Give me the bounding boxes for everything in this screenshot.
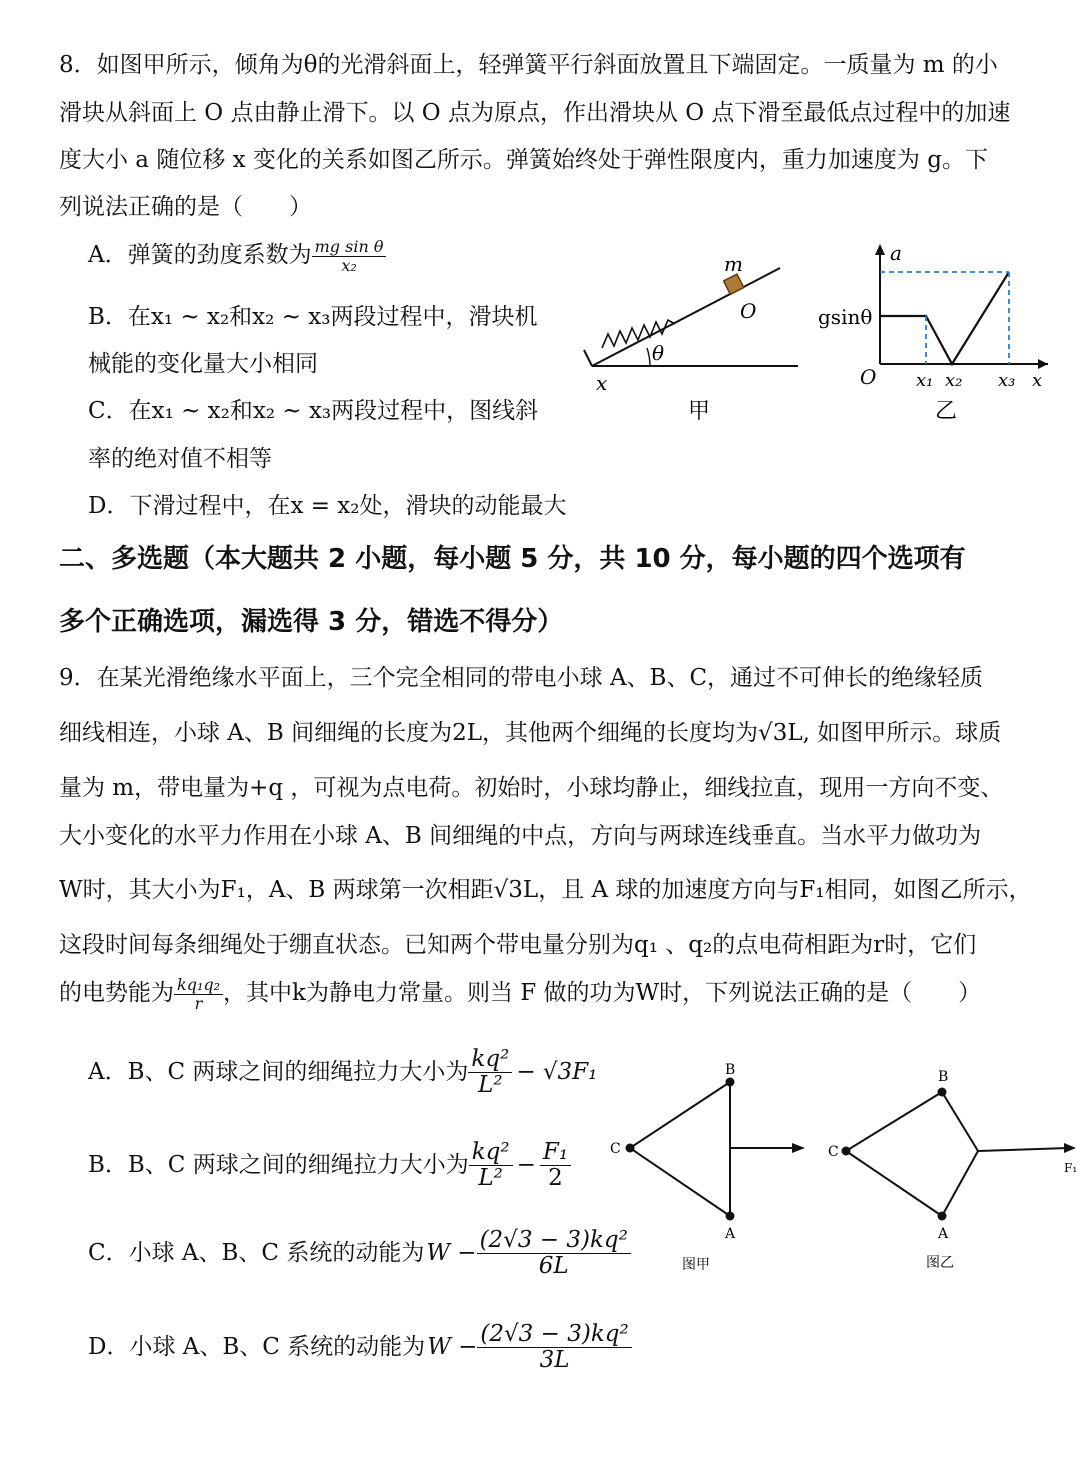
q9-option-b-fraction-1 — [469, 1140, 513, 1192]
q8-line-2: 滑块从斜面上 O 点由静止滑下。以 O 点为原点，作出滑块从 O 点下滑至最低点过程中的加速 — [59, 100, 1011, 126]
frac-num: kq₁q₂ — [174, 976, 223, 995]
q8-figure-jia — [580, 240, 810, 430]
label-c: C — [610, 1141, 621, 1157]
frac-den: r — [194, 993, 203, 1013]
q9-option-b — [88, 1140, 571, 1192]
force-arrow-head — [1064, 1143, 1076, 1153]
q9-option-d-fraction — [477, 1322, 631, 1374]
potential-energy-fraction — [174, 976, 223, 1012]
rope-cb — [630, 1082, 730, 1148]
label-origin: O — [860, 365, 877, 389]
x-axis-arrow — [1038, 359, 1048, 369]
graph-line — [880, 272, 1009, 364]
q8-figure-yi — [812, 238, 1052, 433]
label-b: B — [725, 1062, 736, 1078]
spring — [602, 320, 675, 348]
label-o: O — [740, 299, 757, 323]
label-x-axis: x — [1032, 370, 1043, 391]
rope-ca — [846, 1151, 942, 1216]
q9-option-d — [88, 1322, 632, 1374]
wall-line — [584, 350, 592, 366]
q9-line-2: 细线相连，小球 A、B 间细绳的长度为2L，其他两个细绳的长度均为√3L, 如图甲所示。球质 — [59, 720, 1002, 746]
q9-line-6: 这段时间每条细绳处于绷直状态。已知两个带电量分别为q₁ 、q₂的点电荷相距为r时，它们 — [59, 932, 977, 958]
q8-option-d-placeholder: 率的绝对值不相等 — [88, 446, 272, 472]
caption-yi: 图乙 — [926, 1255, 954, 1271]
q9-option-b-fraction-2 — [540, 1140, 571, 1192]
q9-option-a-tail: − √3F₁ — [516, 1058, 598, 1085]
frac-num: kq² — [469, 1140, 513, 1166]
frac-den: x₂ — [341, 255, 357, 275]
frac-num: (2√3 − 3)kq² — [477, 1322, 631, 1348]
force-arrow-shaft — [978, 1148, 1068, 1151]
q9-option-c — [88, 1228, 631, 1280]
label-x1: x₁ — [916, 370, 934, 391]
slider-block — [724, 274, 744, 294]
label-gsin: gsinθ — [818, 305, 873, 329]
angle-arc — [647, 348, 650, 366]
q8-option-b-line-1: B．在x₁ ~ x₂和x₂ ~ x₃两段过程中，滑块机 — [88, 304, 538, 330]
frac-num: F₁ — [540, 1140, 571, 1166]
caption-jia: 图甲 — [682, 1257, 710, 1273]
rope-cb — [846, 1092, 942, 1151]
q9-line-1: 9．在某光滑绝缘水平面上，三个完全相同的带电小球 A、B、C，通过不可伸长的绝缘轻质 — [59, 665, 984, 691]
section-2-title-line-1: 二、多选题（本大题共 2 小题，每小题 5 分，共 10 分，每小题的四个选项有 — [59, 544, 966, 574]
q9-line-4: 大小变化的水平力作用在小球 A、B 间细绳的中点，方向与两球连线垂直。当水平力做功为 — [59, 823, 982, 849]
q8-line-3: 度大小 a 随位移 x 变化的关系如图乙所示。弹簧始终处于弹性限度内，重力加速度为 g。下 — [59, 147, 988, 173]
rope-a-mid — [942, 1151, 978, 1216]
q8-option-d: D．下滑过程中，在x = x₂处，滑块的动能最大 — [88, 493, 567, 519]
q9-figure-jia — [600, 1058, 820, 1278]
q8-line-4: 列说法正确的是（ ） — [59, 194, 312, 220]
q8-option-a — [88, 236, 386, 274]
q9-line-5: W时，其大小为F₁，A、B 两球第一次相距√3L，且 A 球的加速度方向与F₁相同，如图乙所示， — [59, 877, 1032, 903]
rope-ca — [630, 1148, 730, 1216]
q9-option-d-text: D．小球 A、B、C 系统的动能为 — [88, 1333, 426, 1360]
q9-option-b-minus: − — [516, 1151, 536, 1178]
q8-option-a-fraction — [312, 238, 387, 274]
frac-num: (2√3 − 3)kq² — [477, 1228, 631, 1254]
q9-line-7-pre: 的电势能为 — [59, 980, 174, 1006]
ball-c — [626, 1144, 635, 1153]
q9-line-3: 量为 m，带电量为+q ，可视为点电荷。初始时，小球均静止，细线拉直，现用一方向不变、 — [59, 775, 1004, 801]
frac-den: 3L — [539, 1347, 570, 1374]
caption-jia: 甲 — [688, 399, 711, 424]
q9-option-b-text: B．B、C 两球之间的细绳拉力大小为 — [88, 1151, 469, 1178]
frac-num: kq² — [468, 1047, 512, 1073]
q9-line-7 — [59, 974, 981, 1012]
frac-den: 2 — [548, 1165, 563, 1192]
section-2-title-line-2: 多个正确选项，漏选得 3 分，错选不得分） — [59, 607, 564, 637]
q8-option-c-line-1: C．在x₁ ~ x₂和x₂ ~ x₃两段过程中，图线斜 — [88, 398, 539, 424]
label-x3: x₃ — [998, 370, 1016, 391]
label-theta: θ — [652, 341, 665, 365]
ball-a — [726, 1212, 735, 1221]
force-arrow-head — [792, 1143, 805, 1153]
frac-num: mg sin θ — [312, 238, 387, 257]
q9-option-a-text: A．B、C 两球之间的细绳拉力大小为 — [88, 1058, 469, 1085]
ball-b — [726, 1078, 735, 1087]
q9-option-c-text: C．小球 A、B、C 系统的动能为 — [88, 1239, 425, 1266]
y-axis-arrow — [875, 244, 885, 255]
label-c: C — [828, 1144, 839, 1160]
q8-option-a-text: A．弹簧的劲度系数为 — [88, 242, 312, 268]
label-a: A — [725, 1226, 736, 1242]
q8-line-1: 8．如图甲所示，倾角为θ的光滑斜面上，轻弹簧平行斜面放置且下端固定。一质量为 m 的小 — [59, 52, 998, 78]
ball-c — [842, 1147, 851, 1156]
caption-yi: 乙 — [935, 399, 958, 424]
q9-option-c-w: W − — [426, 1239, 477, 1266]
q9-line-7-post: ，其中k为静电力常量。则当 F 做的功为W时，下列说法正确的是（ ） — [223, 980, 982, 1006]
q9-option-a-fraction — [468, 1047, 512, 1099]
label-f1: F₁ — [1064, 1161, 1078, 1175]
rope-b-mid — [942, 1092, 978, 1151]
frac-den: L² — [478, 1165, 503, 1192]
ball-b — [938, 1088, 947, 1097]
frac-den: 6L — [538, 1253, 569, 1280]
ball-a — [938, 1212, 947, 1221]
label-m: m — [724, 252, 743, 276]
label-a: a — [890, 241, 902, 265]
frac-den: L² — [478, 1072, 503, 1099]
label-b: B — [938, 1069, 949, 1085]
q9-option-a — [88, 1047, 597, 1099]
label-a: A — [938, 1226, 949, 1242]
label-x: x — [596, 371, 608, 395]
label-x2: x₂ — [945, 370, 963, 391]
q9-option-d-w: W − — [427, 1333, 478, 1360]
q9-figure-yi — [822, 1066, 1080, 1276]
q8-option-b-line-2: 械能的变化量大小相同 — [88, 351, 318, 377]
